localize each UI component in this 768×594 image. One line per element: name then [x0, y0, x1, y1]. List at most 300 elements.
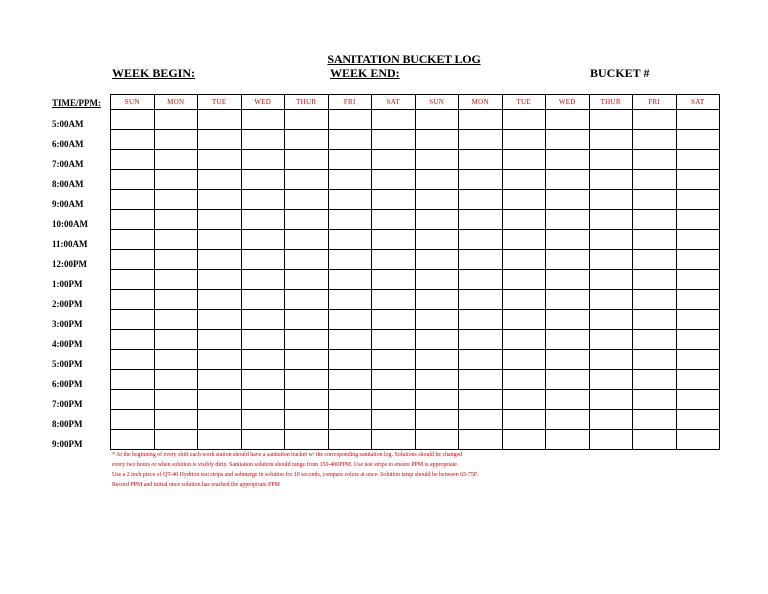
- log-entry-cell[interactable]: [459, 270, 503, 290]
- log-entry-cell[interactable]: [415, 210, 459, 230]
- log-entry-cell[interactable]: [241, 270, 285, 290]
- log-entry-cell[interactable]: [633, 270, 677, 290]
- log-entry-cell[interactable]: [111, 270, 155, 290]
- log-entry-cell[interactable]: [676, 330, 720, 350]
- log-entry-cell[interactable]: [241, 130, 285, 150]
- log-entry-cell[interactable]: [372, 250, 416, 270]
- table-row: [111, 330, 720, 350]
- table-row: [111, 290, 720, 310]
- log-entry-cell[interactable]: [372, 110, 416, 130]
- log-entry-cell[interactable]: [415, 370, 459, 390]
- log-entry-cell[interactable]: [198, 270, 242, 290]
- log-entry-cell[interactable]: [546, 410, 590, 430]
- day-header-mon: MON: [154, 95, 198, 110]
- log-entry-cell[interactable]: [633, 230, 677, 250]
- log-entry-cell[interactable]: [502, 150, 546, 170]
- day-header-thur: THUR: [589, 95, 633, 110]
- time-label: 6:00PM: [52, 379, 83, 389]
- note-line: * At the beginning of every shift each work station should have a sanitation bucket w/ the corresponding sanitation log. Solutions should be changed: [112, 452, 463, 458]
- log-entry-cell[interactable]: [154, 330, 198, 350]
- log-entry-cell[interactable]: [589, 270, 633, 290]
- day-header-wed: WED: [241, 95, 285, 110]
- log-entry-cell[interactable]: [285, 310, 329, 330]
- log-entry-cell[interactable]: [285, 130, 329, 150]
- log-entry-cell[interactable]: [459, 290, 503, 310]
- log-entry-cell[interactable]: [154, 210, 198, 230]
- log-entry-cell[interactable]: [328, 330, 372, 350]
- log-entry-cell[interactable]: [502, 190, 546, 210]
- log-entry-cell[interactable]: [546, 230, 590, 250]
- log-entry-cell[interactable]: [546, 190, 590, 210]
- log-entry-cell[interactable]: [589, 150, 633, 170]
- log-entry-cell[interactable]: [633, 390, 677, 410]
- log-entry-cell[interactable]: [633, 210, 677, 230]
- log-entry-cell[interactable]: [372, 170, 416, 190]
- log-entry-cell[interactable]: [328, 150, 372, 170]
- table-row: [111, 370, 720, 390]
- log-entry-cell[interactable]: [459, 230, 503, 250]
- log-entry-cell[interactable]: [459, 190, 503, 210]
- day-header-tue: TUE: [198, 95, 242, 110]
- log-entry-cell[interactable]: [633, 190, 677, 210]
- log-entry-cell[interactable]: [154, 250, 198, 270]
- log-entry-cell[interactable]: [241, 370, 285, 390]
- log-entry-cell[interactable]: [415, 230, 459, 250]
- week-end-label: WEEK END:: [330, 66, 400, 80]
- log-entry-cell[interactable]: [676, 290, 720, 310]
- day-header-wed: WED: [546, 95, 590, 110]
- log-entry-cell[interactable]: [328, 350, 372, 370]
- time-label: 10:00AM: [52, 219, 88, 229]
- log-entry-cell[interactable]: [328, 130, 372, 150]
- log-entry-cell[interactable]: [154, 170, 198, 190]
- log-entry-cell[interactable]: [198, 390, 242, 410]
- log-entry-cell[interactable]: [372, 410, 416, 430]
- table-row: [111, 210, 720, 230]
- log-entry-cell[interactable]: [154, 350, 198, 370]
- log-entry-cell[interactable]: [241, 390, 285, 410]
- log-entry-cell[interactable]: [415, 310, 459, 330]
- log-entry-cell[interactable]: [589, 170, 633, 190]
- log-entry-cell[interactable]: [285, 390, 329, 410]
- log-entry-cell[interactable]: [502, 350, 546, 370]
- note-line: Record PPM and initial once solution has reached the appropriate PPM: [112, 482, 280, 488]
- log-entry-cell[interactable]: [415, 290, 459, 310]
- log-entry-cell[interactable]: [633, 170, 677, 190]
- log-entry-cell[interactable]: [546, 210, 590, 230]
- log-entry-cell[interactable]: [633, 150, 677, 170]
- log-entry-cell[interactable]: [589, 410, 633, 430]
- day-header-sat: SAT: [372, 95, 416, 110]
- log-entry-cell[interactable]: [546, 430, 590, 450]
- log-entry-cell[interactable]: [241, 230, 285, 250]
- log-entry-cell[interactable]: [285, 270, 329, 290]
- log-entry-cell[interactable]: [198, 430, 242, 450]
- log-entry-cell[interactable]: [154, 190, 198, 210]
- log-entry-cell[interactable]: [459, 310, 503, 330]
- log-entry-cell[interactable]: [633, 350, 677, 370]
- note-line: Use a 2 inch piece of QT-40 Hydrion test strips and submerge in solution for 10 seconds, compare colors at once. Solution temp should be between 65-75F.: [112, 472, 479, 478]
- log-entry-cell[interactable]: [502, 310, 546, 330]
- log-entry-cell[interactable]: [502, 230, 546, 250]
- log-entry-cell[interactable]: [328, 430, 372, 450]
- log-entry-cell[interactable]: [285, 190, 329, 210]
- log-entry-cell[interactable]: [589, 190, 633, 210]
- log-entry-cell[interactable]: [589, 130, 633, 150]
- log-entry-cell[interactable]: [372, 430, 416, 450]
- log-entry-cell[interactable]: [328, 230, 372, 250]
- log-entry-cell[interactable]: [198, 210, 242, 230]
- log-entry-cell[interactable]: [676, 430, 720, 450]
- table-row: [111, 170, 720, 190]
- log-entry-cell[interactable]: [372, 130, 416, 150]
- log-entry-cell[interactable]: [241, 430, 285, 450]
- log-entry-cell[interactable]: [589, 110, 633, 130]
- log-entry-cell[interactable]: [502, 430, 546, 450]
- table-row: [111, 190, 720, 210]
- log-entry-cell[interactable]: [241, 310, 285, 330]
- log-entry-cell[interactable]: [676, 410, 720, 430]
- log-entry-cell[interactable]: [502, 290, 546, 310]
- log-entry-cell[interactable]: [589, 370, 633, 390]
- log-entry-cell[interactable]: [285, 250, 329, 270]
- log-entry-cell[interactable]: [415, 330, 459, 350]
- log-entry-cell[interactable]: [328, 190, 372, 210]
- log-entry-cell[interactable]: [241, 250, 285, 270]
- log-entry-cell[interactable]: [633, 290, 677, 310]
- log-entry-cell[interactable]: [328, 170, 372, 190]
- time-label: 5:00PM: [52, 359, 83, 369]
- log-entry-cell[interactable]: [328, 410, 372, 430]
- log-entry-cell[interactable]: [285, 210, 329, 230]
- log-entry-cell[interactable]: [459, 390, 503, 410]
- log-entry-cell[interactable]: [372, 370, 416, 390]
- log-entry-cell[interactable]: [546, 350, 590, 370]
- log-entry-cell[interactable]: [415, 170, 459, 190]
- log-entry-cell[interactable]: [241, 190, 285, 210]
- time-label: 11:00AM: [52, 239, 88, 249]
- log-entry-cell[interactable]: [415, 250, 459, 270]
- log-entry-cell[interactable]: [328, 270, 372, 290]
- log-entry-cell[interactable]: [285, 410, 329, 430]
- log-entry-cell[interactable]: [459, 110, 503, 130]
- log-entry-cell[interactable]: [589, 250, 633, 270]
- log-entry-cell[interactable]: [546, 270, 590, 290]
- log-entry-cell[interactable]: [459, 370, 503, 390]
- time-label: 2:00PM: [52, 299, 83, 309]
- log-entry-cell[interactable]: [111, 230, 155, 250]
- log-entry-cell[interactable]: [198, 250, 242, 270]
- log-grid-body: [111, 110, 720, 450]
- log-entry-cell[interactable]: [502, 110, 546, 130]
- log-entry-cell[interactable]: [589, 430, 633, 450]
- log-entry-cell[interactable]: [111, 350, 155, 370]
- log-entry-cell[interactable]: [633, 430, 677, 450]
- log-entry-cell[interactable]: [154, 110, 198, 130]
- time-labels: [52, 111, 88, 451]
- log-entry-cell[interactable]: [285, 370, 329, 390]
- log-entry-cell[interactable]: [633, 330, 677, 350]
- table-row: [111, 350, 720, 370]
- time-label: 12:00PM: [52, 259, 87, 269]
- log-entry-cell[interactable]: [372, 150, 416, 170]
- log-entry-cell[interactable]: [415, 350, 459, 370]
- log-entry-cell[interactable]: [111, 250, 155, 270]
- log-entry-cell[interactable]: [459, 430, 503, 450]
- log-entry-cell[interactable]: [502, 270, 546, 290]
- table-row: [111, 110, 720, 130]
- log-entry-cell[interactable]: [198, 330, 242, 350]
- log-entry-cell[interactable]: [285, 430, 329, 450]
- log-entry-cell[interactable]: [198, 370, 242, 390]
- log-entry-cell[interactable]: [372, 230, 416, 250]
- log-entry-cell[interactable]: [459, 410, 503, 430]
- log-entry-cell[interactable]: [241, 350, 285, 370]
- log-entry-cell[interactable]: [241, 290, 285, 310]
- log-entry-cell[interactable]: [111, 170, 155, 190]
- time-label: 4:00PM: [52, 339, 83, 349]
- log-entry-cell[interactable]: [415, 110, 459, 130]
- log-entry-cell[interactable]: [502, 130, 546, 150]
- note-line: every two hours or when solution is visibly dirty. Sanitation solution should range from 150-400PPM. Use test strips to ensure PPM is appropriate.: [112, 462, 459, 468]
- day-header-sun: SUN: [111, 95, 155, 110]
- table-row: [111, 430, 720, 450]
- log-entry-cell[interactable]: [676, 190, 720, 210]
- log-grid: [110, 94, 720, 450]
- log-entry-cell[interactable]: [633, 410, 677, 430]
- log-entry-cell[interactable]: [459, 330, 503, 350]
- log-entry-cell[interactable]: [285, 290, 329, 310]
- log-entry-cell[interactable]: [676, 130, 720, 150]
- time-label: 3:00PM: [52, 319, 83, 329]
- log-entry-cell[interactable]: [285, 350, 329, 370]
- log-entry-cell[interactable]: [154, 290, 198, 310]
- log-entry-cell[interactable]: [372, 190, 416, 210]
- time-label: 8:00PM: [52, 419, 83, 429]
- log-entry-cell[interactable]: [198, 410, 242, 430]
- log-entry-cell[interactable]: [372, 310, 416, 330]
- log-entry-cell[interactable]: [502, 410, 546, 430]
- log-entry-cell[interactable]: [502, 370, 546, 390]
- log-entry-cell[interactable]: [111, 130, 155, 150]
- log-entry-cell[interactable]: [459, 250, 503, 270]
- instructions-notes: [112, 450, 632, 490]
- day-header-sun: SUN: [415, 95, 459, 110]
- log-entry-cell[interactable]: [459, 130, 503, 150]
- log-entry-cell[interactable]: [154, 410, 198, 430]
- log-entry-cell[interactable]: [111, 190, 155, 210]
- log-entry-cell[interactable]: [415, 130, 459, 150]
- log-entry-cell[interactable]: [198, 150, 242, 170]
- log-entry-cell[interactable]: [633, 110, 677, 130]
- log-entry-cell[interactable]: [285, 230, 329, 250]
- table-row: [111, 130, 720, 150]
- log-entry-cell[interactable]: [546, 310, 590, 330]
- log-entry-cell[interactable]: [676, 250, 720, 270]
- log-entry-cell[interactable]: [415, 150, 459, 170]
- log-entry-cell[interactable]: [415, 390, 459, 410]
- week-begin-label: WEEK BEGIN:: [112, 66, 196, 80]
- day-header-fri: FRI: [328, 95, 372, 110]
- log-entry-cell[interactable]: [546, 390, 590, 410]
- log-entry-cell[interactable]: [241, 330, 285, 350]
- table-row: [111, 150, 720, 170]
- log-entry-cell[interactable]: [111, 410, 155, 430]
- time-label: 9:00PM: [52, 439, 83, 449]
- log-entry-cell[interactable]: [459, 350, 503, 370]
- page-title: SANITATION BUCKET LOG: [327, 52, 481, 66]
- log-entry-cell[interactable]: [241, 110, 285, 130]
- log-entry-cell[interactable]: [415, 190, 459, 210]
- log-entry-cell[interactable]: [415, 410, 459, 430]
- log-entry-cell[interactable]: [546, 290, 590, 310]
- log-entry-cell[interactable]: [676, 390, 720, 410]
- log-entry-cell[interactable]: [328, 110, 372, 130]
- log-entry-cell[interactable]: [459, 170, 503, 190]
- day-header-thur: THUR: [285, 95, 329, 110]
- log-entry-cell[interactable]: [372, 350, 416, 370]
- log-entry-cell[interactable]: [154, 390, 198, 410]
- log-entry-cell[interactable]: [372, 270, 416, 290]
- log-entry-cell[interactable]: [589, 330, 633, 350]
- log-entry-cell[interactable]: [633, 250, 677, 270]
- log-entry-cell[interactable]: [633, 370, 677, 390]
- log-entry-cell[interactable]: [154, 150, 198, 170]
- log-entry-cell[interactable]: [198, 110, 242, 130]
- log-entry-cell[interactable]: [415, 270, 459, 290]
- day-header-tue: TUE: [502, 95, 546, 110]
- log-entry-cell[interactable]: [198, 310, 242, 330]
- time-label: 7:00AM: [52, 159, 84, 169]
- log-entry-cell[interactable]: [285, 150, 329, 170]
- log-entry-cell[interactable]: [372, 390, 416, 410]
- log-entry-cell[interactable]: [676, 110, 720, 130]
- log-entry-cell[interactable]: [676, 230, 720, 250]
- log-entry-cell[interactable]: [328, 290, 372, 310]
- log-entry-cell[interactable]: [198, 190, 242, 210]
- log-entry-cell[interactable]: [111, 210, 155, 230]
- log-entry-cell[interactable]: [111, 370, 155, 390]
- log-entry-cell[interactable]: [546, 330, 590, 350]
- time-label: 7:00PM: [52, 399, 83, 409]
- log-entry-cell[interactable]: [241, 170, 285, 190]
- log-entry-cell[interactable]: [328, 390, 372, 410]
- log-entry-cell[interactable]: [459, 210, 503, 230]
- log-entry-cell[interactable]: [285, 110, 329, 130]
- log-entry-cell[interactable]: [372, 330, 416, 350]
- log-entry-cell[interactable]: [502, 390, 546, 410]
- log-entry-cell[interactable]: [198, 290, 242, 310]
- log-entry-cell[interactable]: [285, 170, 329, 190]
- log-entry-cell[interactable]: [459, 150, 503, 170]
- time-label: 8:00AM: [52, 179, 84, 189]
- time-ppm-header: TIME/PPM:: [52, 98, 101, 108]
- day-header-sat: SAT: [676, 95, 720, 110]
- log-entry-cell[interactable]: [676, 270, 720, 290]
- log-entry-cell[interactable]: [589, 310, 633, 330]
- log-entry-cell[interactable]: [415, 430, 459, 450]
- log-entry-cell[interactable]: [372, 290, 416, 310]
- table-row: [111, 390, 720, 410]
- time-label: 5:00AM: [52, 119, 84, 129]
- log-entry-cell[interactable]: [154, 230, 198, 250]
- table-row: [111, 250, 720, 270]
- log-entry-cell[interactable]: [154, 370, 198, 390]
- log-entry-cell[interactable]: [589, 390, 633, 410]
- log-entry-cell[interactable]: [111, 290, 155, 310]
- time-label: 6:00AM: [52, 139, 84, 149]
- time-label: 1:00PM: [52, 279, 83, 289]
- table-row: [111, 270, 720, 290]
- log-entry-cell[interactable]: [676, 310, 720, 330]
- log-entry-cell[interactable]: [676, 170, 720, 190]
- log-entry-cell[interactable]: [241, 410, 285, 430]
- log-entry-cell[interactable]: [198, 170, 242, 190]
- day-header-fri: FRI: [633, 95, 677, 110]
- log-entry-cell[interactable]: [502, 170, 546, 190]
- log-entry-cell[interactable]: [328, 210, 372, 230]
- log-entry-cell[interactable]: [154, 130, 198, 150]
- log-entry-cell[interactable]: [589, 290, 633, 310]
- log-entry-cell[interactable]: [328, 310, 372, 330]
- table-row: [111, 410, 720, 430]
- log-entry-cell[interactable]: [111, 310, 155, 330]
- log-entry-cell[interactable]: [546, 150, 590, 170]
- log-entry-cell[interactable]: [676, 210, 720, 230]
- table-row: [111, 310, 720, 330]
- table-row: [111, 230, 720, 250]
- log-entry-cell[interactable]: [154, 270, 198, 290]
- bucket-number-label: BUCKET #: [590, 66, 650, 80]
- log-entry-cell[interactable]: [241, 150, 285, 170]
- log-entry-cell[interactable]: [328, 250, 372, 270]
- log-entry-cell[interactable]: [154, 310, 198, 330]
- log-entry-cell[interactable]: [633, 310, 677, 330]
- log-entry-cell[interactable]: [502, 250, 546, 270]
- log-entry-cell[interactable]: [676, 350, 720, 370]
- log-entry-cell[interactable]: [198, 130, 242, 150]
- log-entry-cell[interactable]: [111, 430, 155, 450]
- log-entry-cell[interactable]: [241, 210, 285, 230]
- log-entry-cell[interactable]: [589, 210, 633, 230]
- log-entry-cell[interactable]: [546, 130, 590, 150]
- log-entry-cell[interactable]: [502, 210, 546, 230]
- day-header-mon: MON: [459, 95, 503, 110]
- log-entry-cell[interactable]: [546, 250, 590, 270]
- log-entry-cell[interactable]: [589, 230, 633, 250]
- log-entry-cell[interactable]: [111, 110, 155, 130]
- day-header-row: [111, 95, 720, 110]
- log-entry-cell[interactable]: [111, 330, 155, 350]
- log-entry-cell[interactable]: [154, 430, 198, 450]
- log-entry-cell[interactable]: [546, 170, 590, 190]
- log-entry-cell[interactable]: [546, 110, 590, 130]
- log-entry-cell[interactable]: [198, 230, 242, 250]
- log-entry-cell[interactable]: [676, 370, 720, 390]
- log-entry-cell[interactable]: [328, 370, 372, 390]
- log-entry-cell[interactable]: [546, 370, 590, 390]
- log-entry-cell[interactable]: [372, 210, 416, 230]
- log-entry-cell[interactable]: [589, 350, 633, 370]
- log-entry-cell[interactable]: [198, 350, 242, 370]
- time-label: 9:00AM: [52, 199, 84, 209]
- log-entry-cell[interactable]: [633, 130, 677, 150]
- log-entry-cell[interactable]: [285, 330, 329, 350]
- log-entry-cell[interactable]: [502, 330, 546, 350]
- log-entry-cell[interactable]: [111, 390, 155, 410]
- log-entry-cell[interactable]: [111, 150, 155, 170]
- log-entry-cell[interactable]: [676, 150, 720, 170]
